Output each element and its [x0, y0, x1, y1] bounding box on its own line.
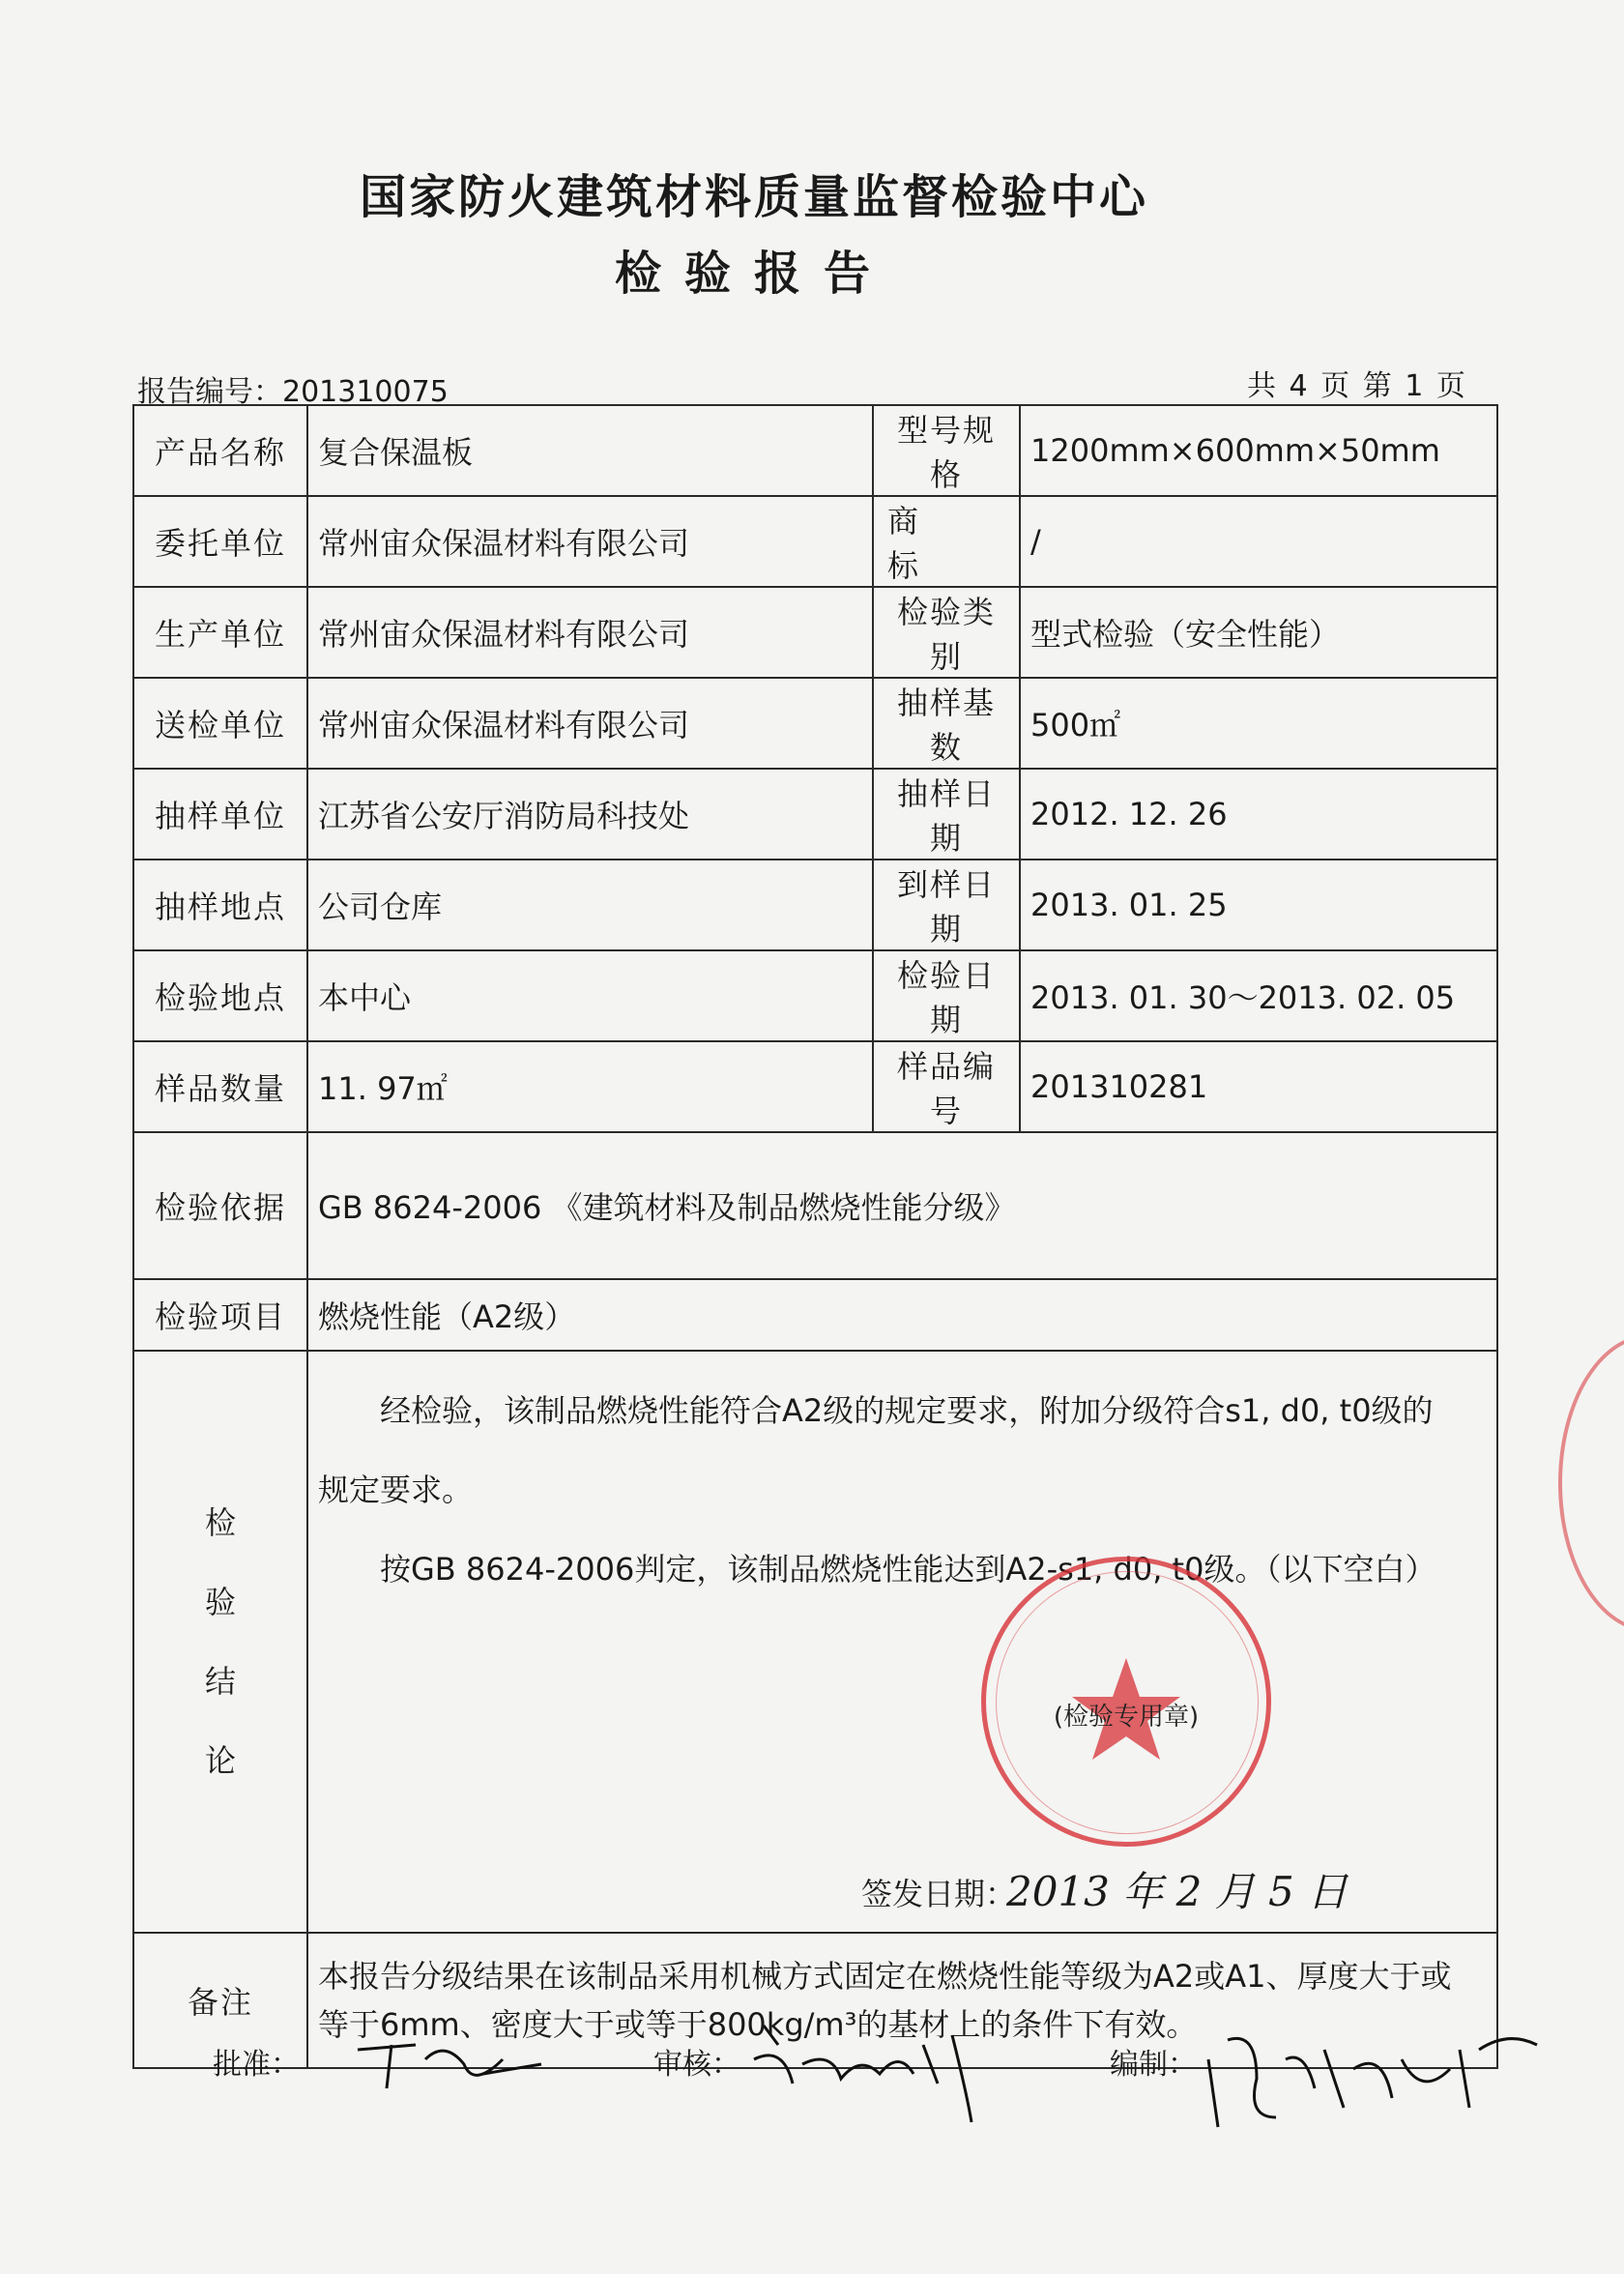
- approve-label: 批准：: [213, 2048, 300, 2082]
- report-table: [132, 404, 1498, 2069]
- field-value: 1200mm×600mm×50mm: [1020, 405, 1497, 496]
- edge-stamp: [1558, 1334, 1624, 1632]
- field-label: 型号规格: [873, 405, 1020, 496]
- report-center-title: 国家防火建筑材料质量监督检验中心: [359, 170, 1148, 224]
- conclusion-label-char: 验: [204, 1584, 236, 1620]
- field-label: 样品数量: [133, 1041, 307, 1132]
- conclusion-content: [307, 1351, 1497, 1933]
- field-label: 检验类别: [873, 587, 1020, 678]
- table-row: [133, 769, 1497, 860]
- conclusion-label-char: 论: [204, 1742, 236, 1779]
- field-label: 检验日期: [873, 950, 1020, 1041]
- remark-label: 备注: [133, 1933, 307, 2068]
- report-number: 报告编号：201310075: [137, 375, 449, 409]
- conclusion-row: [133, 1351, 1497, 1933]
- basis-value: GB 8624-2006 《建筑材料及制品燃烧性能分级》: [307, 1132, 1497, 1279]
- compile-label: 编制：: [1110, 2048, 1197, 2082]
- field-label: 抽样日期: [873, 769, 1020, 860]
- field-value: 公司仓库: [307, 860, 873, 950]
- table-row: [133, 950, 1497, 1041]
- table-row: [133, 678, 1497, 769]
- field-value: 型式检验（安全性能）: [1020, 587, 1497, 678]
- field-value: 本中心: [307, 950, 873, 1041]
- field-value: 2013. 01. 25: [1020, 860, 1497, 950]
- field-value: 201310281: [1020, 1041, 1497, 1132]
- field-label: 到样日期: [873, 860, 1020, 950]
- field-label: 样品编号: [873, 1041, 1020, 1132]
- field-value: 11. 97㎡: [307, 1041, 873, 1132]
- approve-signature: [348, 2021, 561, 2098]
- stamp-label: (检验专用章): [1053, 1703, 1200, 1732]
- field-label: 生产单位: [133, 587, 307, 678]
- conclusion-label-char: 结: [204, 1663, 236, 1700]
- review-label: 审核：: [653, 2048, 740, 2082]
- field-value: 500㎡: [1020, 678, 1497, 769]
- remark-text: 本报告分级结果在该制品采用机械方式固定在燃烧性能等级为A2或A1、厚度大于或等于6mm、密度大于或等于800kg/m³的基材上的条件下有效。: [307, 1933, 1497, 2068]
- basis-row: [133, 1132, 1497, 1279]
- field-label: 委托单位: [133, 496, 307, 587]
- field-label: 抽样单位: [133, 769, 307, 860]
- compile-signature: [1199, 2011, 1547, 2137]
- field-value: 江苏省公安厅消防局科技处: [307, 769, 873, 860]
- field-label: 检验地点: [133, 950, 307, 1041]
- conclusion-paragraph: 经检验，该制品燃烧性能符合A2级的规定要求，附加分级符合s1, d0, t0级的: [380, 1392, 1434, 1429]
- field-label: 抽样地点: [133, 860, 307, 950]
- field-value: 2012. 12. 26: [1020, 769, 1497, 860]
- field-value: /: [1020, 496, 1497, 587]
- conclusion-label: [133, 1351, 307, 1933]
- table-row: [133, 1041, 1497, 1132]
- table-row: [133, 496, 1497, 587]
- table-row: [133, 587, 1497, 678]
- field-value: 常州宙众保温材料有限公司: [307, 587, 873, 678]
- review-signature: [744, 2006, 996, 2132]
- item-value: 燃烧性能（A2级）: [307, 1279, 1497, 1351]
- issue-date-label: 签发日期：: [861, 1876, 1017, 1912]
- field-label: 送检单位: [133, 678, 307, 769]
- table-row: [133, 405, 1497, 496]
- issue-date-value: 2013 年 2 月 5 日: [1006, 1868, 1348, 1915]
- conclusion-label-char: 检: [204, 1504, 236, 1541]
- basis-label: 检验依据: [133, 1132, 307, 1279]
- inspection-seal-stamp: [981, 1557, 1271, 1847]
- field-value: 复合保温板: [307, 405, 873, 496]
- item-row: [133, 1279, 1497, 1351]
- field-label: 产品名称: [133, 405, 307, 496]
- report-subtitle: 检验报告: [614, 247, 893, 301]
- field-label: 抽样基数: [873, 678, 1020, 769]
- field-value: 2013. 01. 30～2013. 02. 05: [1020, 950, 1497, 1041]
- item-label: 检验项目: [133, 1279, 307, 1351]
- field-value: 常州宙众保温材料有限公司: [307, 678, 873, 769]
- page-count: 共 4 页 第 1 页: [1247, 369, 1467, 403]
- field-value: 常州宙众保温材料有限公司: [307, 496, 873, 587]
- table-row: [133, 860, 1497, 950]
- field-label: 商标: [873, 496, 1020, 587]
- conclusion-paragraph: 规定要求。: [318, 1472, 474, 1508]
- conclusion-paragraph: 按GB 8624-2006判定，该制品燃烧性能达到A2-s1, d0, t0级。（以下空白）: [380, 1551, 1436, 1588]
